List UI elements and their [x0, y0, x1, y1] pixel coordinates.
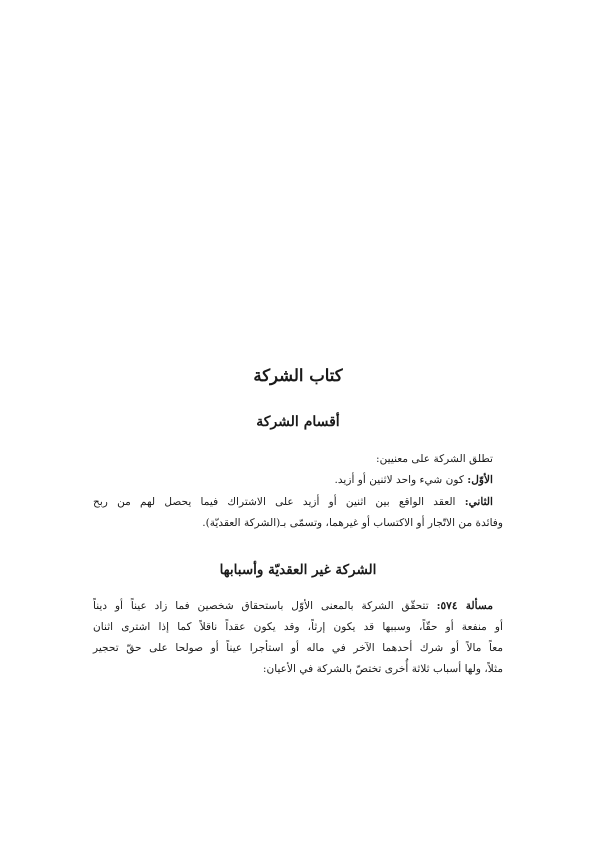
book-title: كتاب الشركة — [253, 366, 343, 385]
first-meaning-line — [93, 470, 503, 491]
issue-line-1 — [93, 596, 503, 617]
first-meaning-paragraph — [93, 470, 503, 491]
issue-line-2: أو منفعة أو حقّاً، وسببها قد يكون إرثاً، وقد يكون عقداً ناقلاً كما إذا اشترى اثنان — [93, 621, 503, 633]
section-heading-non-contractual: الشركة غير العقديّة وأسبابها — [219, 562, 377, 578]
issue-574-paragraph — [93, 596, 503, 680]
section-heading-divisions: أقسام الشركة — [256, 414, 340, 430]
issue-line-3: معاً مالاً أو شرك أحدهما الآخر في ماله أو استأجرا عيناً أو صولحا على حقّ تحجير — [93, 642, 503, 654]
second-meaning-paragraph — [93, 492, 503, 534]
issue-label: مسألة ٥٧٤: — [436, 600, 493, 612]
first-meaning-text: كون شيء واحد لاثنين أو أزيد. — [334, 474, 464, 486]
issue-text-1: تتحقّق الشركة بالمعنى الأوّل باستحقاق شخصين فما زاد عيناً أو ديناً — [93, 600, 429, 612]
second-meaning-line-2: وفائدة من الاتّجار أو الاكتساب أو غيرهما، وتسمّى بـ(الشركة العقديّة). — [202, 517, 503, 529]
issue-line-4: مثلاً، ولها أسباب ثلاثة أُخرى تختصّ بالشركة في الأعيان: — [262, 663, 503, 675]
second-meaning-label: الثاني: — [464, 496, 493, 508]
intro-text: تطلق الشركة على معنيين: — [376, 453, 493, 465]
intro-paragraph — [93, 449, 503, 470]
second-meaning-line-1 — [93, 492, 503, 513]
first-meaning-label: الأوّل: — [467, 474, 493, 486]
second-meaning-text-1: العقد الواقع بين اثنين أو أزيد على الاشتراك فيما يحصل لهم من ربح — [93, 496, 456, 508]
